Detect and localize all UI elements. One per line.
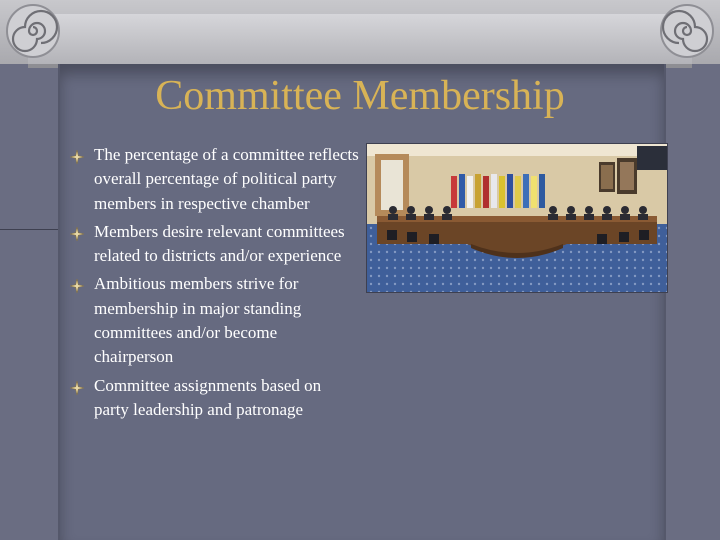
bullet-item bbox=[70, 374, 360, 423]
bullet-text: Members desire relevant committees related to districts and/or experience bbox=[94, 221, 345, 266]
slide-title: Committee Membership bbox=[155, 73, 565, 119]
divider bbox=[0, 229, 58, 230]
bullet-text: The percentage of a committee reflects overall percentage of political party members in respective chamber bbox=[94, 145, 359, 213]
bullet-text: Committee assignments based on party leadership and patronage bbox=[94, 375, 322, 419]
compass-star-icon bbox=[70, 150, 84, 164]
bullet-list bbox=[70, 143, 360, 426]
compass-star-icon bbox=[70, 381, 84, 395]
compass-star-icon bbox=[70, 279, 84, 293]
spiral-volute-icon bbox=[4, 2, 62, 60]
bullet-item bbox=[70, 143, 360, 216]
spiral-volute-icon bbox=[658, 2, 716, 60]
bullet-item bbox=[70, 220, 360, 269]
capital-band bbox=[28, 14, 692, 68]
column-capital-frame bbox=[0, 0, 720, 64]
committee-hearing-photo bbox=[366, 143, 668, 293]
compass-star-icon bbox=[70, 227, 84, 241]
bullet-item bbox=[70, 272, 360, 369]
bullet-text: Ambitious members strive for membership in major standing committees and/or become chairperson bbox=[94, 274, 302, 367]
